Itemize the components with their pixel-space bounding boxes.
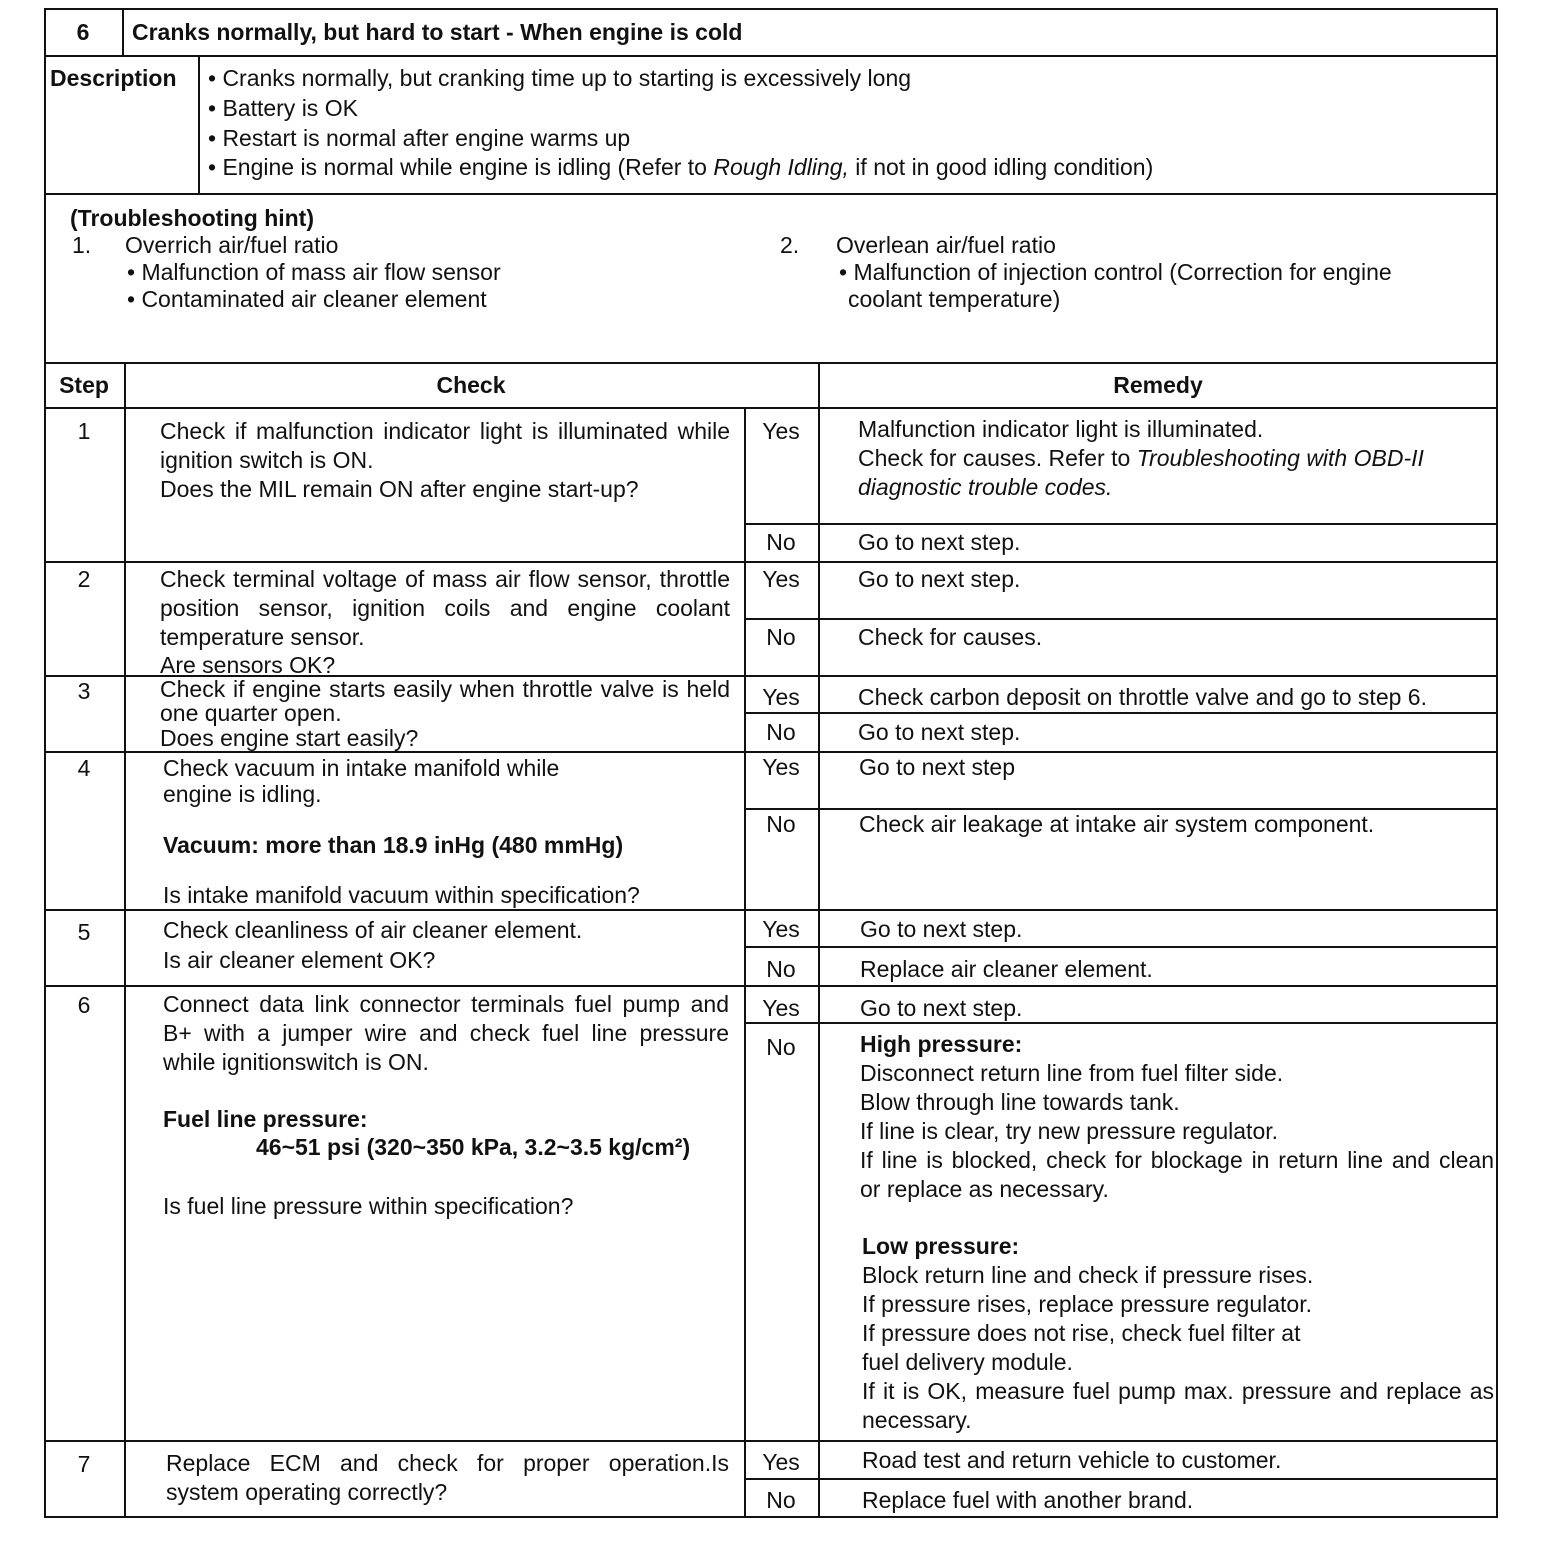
step-yes-remedy: Go to next step	[859, 754, 1015, 780]
step-yes-label: Yes	[762, 684, 800, 710]
step-yes-remedy: Road test and return vehicle to customer.	[862, 1447, 1282, 1473]
step-no-remedy: Check for causes.	[858, 624, 1043, 650]
column-header-remedy: Remedy	[1113, 372, 1203, 398]
hint-col1-number: 1.	[72, 232, 92, 258]
step-no-label: No	[766, 529, 796, 555]
hint-col1-title: Overrich air/fuel ratio	[125, 232, 339, 258]
step-yes-label: Yes	[762, 916, 800, 942]
high-pressure-line: Blow through line towards tank.	[860, 1089, 1180, 1115]
step-no-remedy: Check air leakage at intake air system component.	[859, 811, 1375, 837]
step-number: 6	[77, 992, 91, 1018]
step5-bottom-line	[44, 985, 1498, 987]
hint-col1-item-1: • Malfunction of mass air flow sensor	[127, 259, 501, 285]
hint-col2-item-1: • Malfunction of injection control (Correction for engine	[839, 259, 1392, 285]
description-item-1: • Cranks normally, but cranking time up to starting is excessively long	[208, 65, 912, 91]
step-yes-label: Yes	[762, 1449, 800, 1475]
hint-col1-item-2: • Contaminated air cleaner element	[127, 286, 487, 312]
step-yes-remedy-detail: Check for causes. Refer to Troubleshooting with OBD-II diagnostic trouble codes.	[858, 445, 1424, 500]
frame-bottom	[44, 1516, 1498, 1518]
step-yes-remedy: Go to next step.	[860, 995, 1023, 1021]
step-check-question: Is fuel line pressure within specification?	[163, 1193, 574, 1219]
table-header-bottom-line	[44, 407, 1498, 409]
high-pressure-line: If line is blocked, check for blockage in return line and clean or replace as necessary.	[860, 1147, 1494, 1202]
step-check-text: Check if engine starts easily when throttle valve is held one quarter open.	[160, 676, 730, 726]
step-yes-label: Yes	[762, 754, 800, 780]
step7-yes-no-line	[744, 1478, 1498, 1480]
step6-yes-no-line	[744, 1022, 1498, 1024]
troubleshooting-sheet	[44, 8, 1500, 1518]
frame-top	[44, 8, 1498, 10]
header-divider	[122, 8, 124, 56]
low-pressure-line: If pressure does not rise, check fuel filter at	[862, 1320, 1301, 1346]
step-check-text: Check cleanliness of air cleaner element.	[163, 917, 583, 943]
hint-title: (Troubleshooting hint)	[70, 205, 315, 231]
step-number: 4	[77, 755, 91, 781]
step-no-label: No	[766, 956, 796, 982]
step-no-label: No	[766, 811, 796, 837]
hint-bottom-line	[44, 362, 1498, 364]
description-item-2: • Battery is OK	[208, 95, 358, 121]
header-title: Cranks normally, but hard to start - When engine is cold	[132, 19, 743, 45]
col-remedy-divider	[818, 363, 820, 1518]
step-number: 3	[77, 678, 91, 704]
step-check-question: Are sensors OK?	[160, 652, 336, 678]
col-step-divider	[124, 363, 126, 1518]
step-spec: Vacuum: more than 18.9 inHg (480 mmHg)	[163, 832, 624, 858]
step-yes-label: Yes	[762, 566, 800, 592]
step-spec-value: 46~51 psi (320~350 kPa, 3.2~3.5 kg/cm²)	[256, 1134, 691, 1160]
hint-col2-item-2: coolant temperature)	[848, 286, 1061, 312]
low-pressure-line: fuel delivery module.	[862, 1349, 1073, 1375]
step6-bottom-line	[44, 1440, 1498, 1442]
step-no-label: No	[766, 1034, 796, 1060]
step-no-label: No	[766, 1487, 796, 1513]
step-yes-remedy: Malfunction indicator light is illuminated.	[858, 416, 1264, 442]
step-number: 7	[77, 1451, 91, 1477]
description-bottom-line	[44, 193, 1498, 195]
hint-col2-title: Overlean air/fuel ratio	[836, 232, 1056, 258]
step-yes-remedy: Check carbon deposit on throttle valve and go to step 6.	[858, 684, 1427, 710]
step-number: 5	[77, 919, 91, 945]
step-check-text: Check terminal voltage of mass air flow sensor, throttle position sensor, ignition coils and engine coolant temperature sensor.	[160, 566, 730, 650]
step-yes-remedy: Go to next step.	[860, 916, 1023, 942]
step-no-remedy: Replace air cleaner element.	[860, 956, 1153, 982]
step-no-label: No	[766, 624, 796, 650]
step-yes-label: Yes	[762, 418, 800, 444]
description-item-3: • Restart is normal after engine warms up	[208, 125, 631, 151]
high-pressure-line: Disconnect return line from fuel filter side.	[860, 1060, 1284, 1086]
step-number: 2	[77, 566, 91, 592]
step-check-text: Check if malfunction indicator light is illuminated while ignition switch is ON.	[160, 418, 730, 473]
step-no-remedy: Go to next step.	[858, 529, 1021, 555]
step-spec-label: Fuel line pressure:	[163, 1106, 368, 1132]
step-check-text: Check vacuum in intake manifold while	[163, 755, 560, 781]
header-bottom-line	[44, 55, 1498, 57]
step-check-text: Connect data link connector terminals fuel pump and B+ with a jumper wire and check fuel line pressure while ignitionswitch is ON.	[163, 991, 729, 1075]
description-item-4: • Engine is normal while engine is idling (Refer to Rough Idling, if not in good idling condition)	[208, 154, 1154, 180]
step1-yes-no-line	[744, 523, 1498, 525]
step-check-question: Does the MIL remain ON after engine start-up?	[160, 476, 639, 502]
step-no-remedy: Replace fuel with another brand.	[862, 1487, 1194, 1513]
low-pressure-title: Low pressure:	[862, 1233, 1020, 1259]
step-check-text: Replace ECM and check for proper operation.Is system operating correctly?	[166, 1450, 729, 1505]
column-header-check: Check	[436, 372, 506, 398]
step-yes-label: Yes	[762, 995, 800, 1021]
step-check-question: Is air cleaner element OK?	[163, 947, 436, 973]
step-no-remedy: Go to next step.	[858, 719, 1021, 745]
column-header-step: Step	[59, 372, 109, 398]
step-check-question: Does engine start easily?	[160, 725, 419, 751]
frame-right	[1496, 8, 1498, 1518]
hint-col2-number: 2.	[780, 232, 800, 258]
step3-yes-no-line	[744, 712, 1498, 714]
description-label: Description	[50, 65, 177, 91]
step-yes-remedy: Go to next step.	[858, 566, 1021, 592]
low-pressure-line: Block return line and check if pressure rises.	[862, 1262, 1314, 1288]
high-pressure-title: High pressure:	[860, 1031, 1023, 1057]
step-number: 1	[77, 418, 91, 444]
description-divider	[198, 56, 200, 194]
step5-yes-no-line	[744, 946, 1498, 948]
step-no-label: No	[766, 719, 796, 745]
header-number: 6	[76, 19, 90, 45]
step1-bottom-line	[44, 561, 1498, 563]
step-check-question: Is intake manifold vacuum within specification?	[163, 882, 640, 908]
low-pressure-line: If it is OK, measure fuel pump max. pressure and replace as necessary.	[862, 1378, 1494, 1433]
step-check-text-2: engine is idling.	[163, 781, 322, 807]
step2-yes-no-line	[744, 618, 1498, 620]
low-pressure-line: If pressure rises, replace pressure regulator.	[862, 1291, 1312, 1317]
high-pressure-line: If line is clear, try new pressure regulator.	[860, 1118, 1279, 1144]
